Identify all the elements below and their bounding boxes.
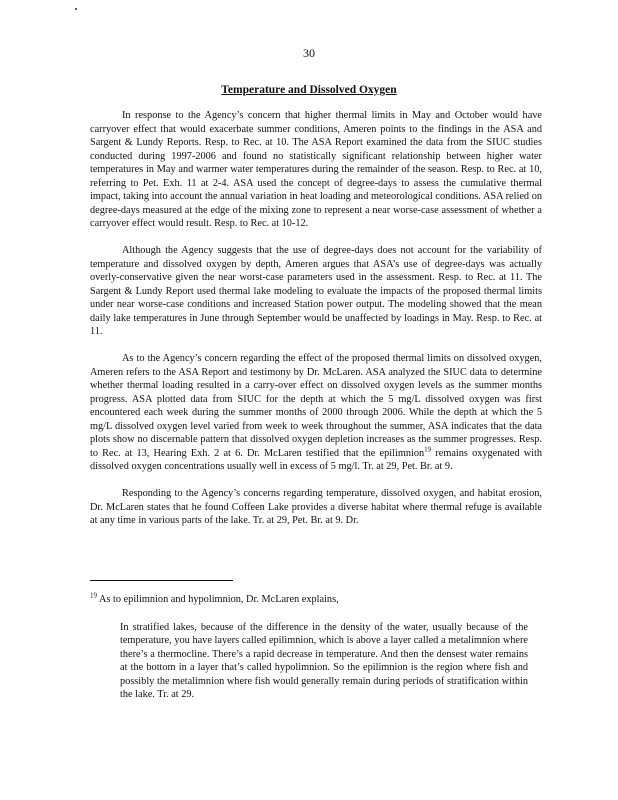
footnote-intro xyxy=(90,593,542,607)
footnote-reference: 19 xyxy=(424,445,432,454)
footnote-divider xyxy=(90,580,233,581)
body-text xyxy=(90,109,542,528)
page-number: 30 xyxy=(303,46,315,60)
paragraph-habitat: Responding to the Agency’s concerns regarding temperature, dissolved oxygen, and habitat erosion, Dr. McLaren states that he found Coffeen Lake provides a diverse habitat where thermal refuge is available at any time in various parts of the lake. Tr. at 29, Pet. Br. at 9. Dr. xyxy=(90,488,542,526)
footnote xyxy=(90,593,542,702)
paragraph-degree-days: Although the Agency suggests that the use of degree-days does not account for the variability of temperature and dissolved oxygen by depth, Ameren argues that ASA’s use of degree-days was actually overly-conservative given the near worst-case parameters used in the assessment. Resp. to Rec. at 11. The Sargent & Lundy Report used thermal lake modeling to evaluate the impacts of the proposed thermal limits under near worse-case conditions and increased Station power output. The modeling showed that the mean daily lake temperatures in June through September would be unaffected by loadings in May. Resp. to Rec. at 11. xyxy=(90,245,542,337)
paragraph-dissolved-oxygen-continuation: remains oxygenated with dissolved oxygen concentrations usually well in excess of 5 mg/l. Tr. at 29, Pet. Br. at 9. xyxy=(90,447,542,472)
paragraph-dissolved-oxygen xyxy=(90,352,542,474)
section-heading: Temperature and Dissolved Oxygen xyxy=(221,84,397,96)
footnote-block-quote: In stratified lakes, because of the difference in the density of the water, usually because of the temperature, you have layers called epilimnion, which is above a layer called a metalimnion where there’s a thermocline. There’s a rapid decrease in temperature. And then the densest water remains at the bottom in a layer that’s called hypolimnion. So the epilimnion is the region where fish and possibly the metalimnion where fish would generally remain during periods of stratification within the lake. Tr. at 29. xyxy=(120,621,528,700)
footnote-marker: 19 xyxy=(90,591,97,600)
paragraph-carryover-effect: In response to the Agency’s concern that higher thermal limits in May and October would have carryover effect that would exacerbate summer conditions, Ameren points to the findings in the ASA and Sargent & Lundy Reports. Resp. to Rec. at 10. The ASA Report examined the data from the SIUC studies conducted during 1997-2006 and found no statistically significant relationship between higher water temperatures in May and warmer water temperatures during the remainder of the season. Resp. to Rec. at 10, referring to Pet. Exh. 11 at 2-4. ASA used the concept of degree-days to assess the cumulative thermal impact, taking into account the annual variation in heat loading and meteorological conditions. ASA relied on degree-days measured at the edge of the mixing zone to represent a near worse-case assessment of whether a carryover effect would result. Resp. to Rec. at 10-12. xyxy=(90,110,542,229)
footnote-intro-text: As to epilimnion and hypolimnion, Dr. McLaren explains, xyxy=(97,594,339,605)
scan-speck xyxy=(75,8,77,10)
paragraph-dissolved-oxygen-text: As to the Agency’s concern regarding the effect of the proposed thermal limits on dissolved oxygen, Ameren refers to the ASA Report and testimony by Dr. McLaren. ASA analyzed the SIUC data to determine whether thermal loading resulted in a carry-over effect on dissolved oxygen levels as the summer months progress. ASA plotted data from SIUC for the depth at which the 5 mg/L dissolved oxygen was first encountered each week during the summer months of 2000 through 2006. While the depth at which the 5 mg/L dissolved oxygen level varied from week to week throughout the summer, ASA indicates that the data plots show no discernable pattern that dissolved oxygen depletion increases as the summer progresses. Resp. to Rec. at 13, Hearing Exh. 2 at 6. Dr. McLaren testified that the epilimnion xyxy=(90,353,542,459)
